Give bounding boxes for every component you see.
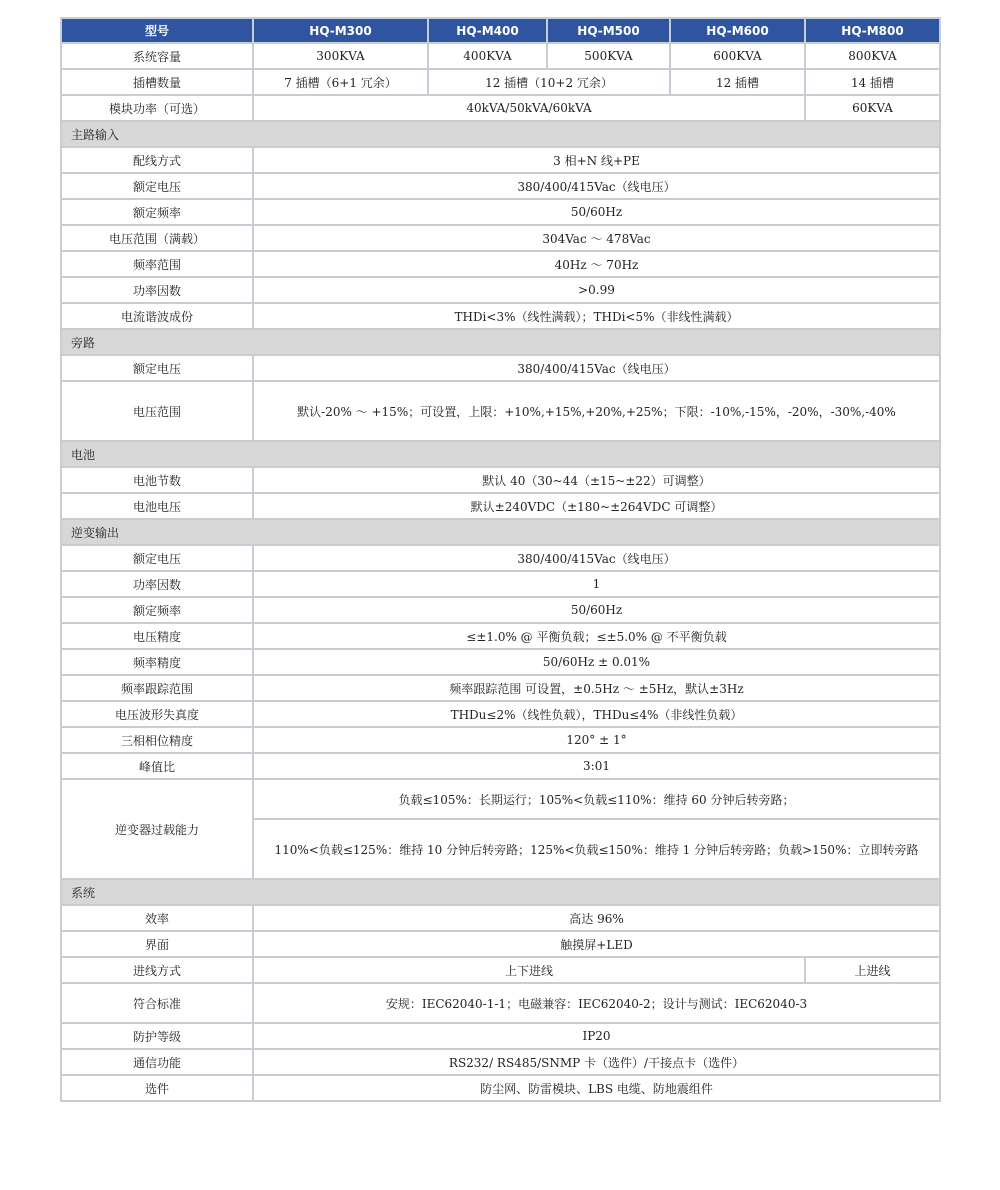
section-title: 电池 bbox=[61, 441, 940, 467]
cell-value: 50/60Hz ± 0.01% bbox=[253, 649, 940, 675]
cell-value: 频率跟踪范围 可设置，±0.5Hz ～ ±5Hz，默认±3Hz bbox=[253, 675, 940, 701]
cell-value: ≤±1.0% @ 平衡负载；≤±5.0% @ 不平衡负载 bbox=[253, 623, 940, 649]
row-label: 界面 bbox=[61, 931, 253, 957]
row-label: 额定频率 bbox=[61, 199, 253, 225]
cell-value: 默认±240VDC（±180~±264VDC 可调整） bbox=[253, 493, 940, 519]
row-label: 选件 bbox=[61, 1075, 253, 1101]
cell-value: 默认 40（30~44（±15~±22）可调整） bbox=[253, 467, 940, 493]
cell-value: 40Hz ～ 70Hz bbox=[253, 251, 940, 277]
row-main-input bbox=[61, 173, 940, 199]
row-inverter bbox=[61, 727, 940, 753]
row-interface bbox=[61, 931, 940, 957]
cell-value: 50/60Hz bbox=[253, 597, 940, 623]
cell-value: 380/400/415Vac（线电压） bbox=[253, 545, 940, 571]
cell-value: 380/400/415Vac（线电压） bbox=[253, 355, 940, 381]
row-label: 频率精度 bbox=[61, 649, 253, 675]
row-label: 电压波形失真度 bbox=[61, 701, 253, 727]
spec-table bbox=[60, 17, 941, 1102]
row-label: 频率范围 bbox=[61, 251, 253, 277]
row-label: 电压范围（满载） bbox=[61, 225, 253, 251]
cell-value: 600KVA bbox=[670, 43, 805, 69]
row-inverter bbox=[61, 675, 940, 701]
row-inverter bbox=[61, 649, 940, 675]
section-system bbox=[61, 879, 940, 905]
row-label: 模块功率（可选） bbox=[61, 95, 253, 121]
section-title: 旁路 bbox=[61, 329, 940, 355]
row-label: 功率因数 bbox=[61, 277, 253, 303]
cell-value: 12 插槽 bbox=[670, 69, 805, 95]
cell-value: 防尘网、防雷模块、LBS 电缆、防地震组件 bbox=[253, 1075, 940, 1101]
row-label: 电压范围 bbox=[61, 381, 253, 441]
cell-value: 上下进线 bbox=[253, 957, 805, 983]
cell-value: 上进线 bbox=[805, 957, 940, 983]
row-label: 峰值比 bbox=[61, 753, 253, 779]
row-efficiency bbox=[61, 905, 940, 931]
row-label: 通信功能 bbox=[61, 1049, 253, 1075]
section-title: 主路输入 bbox=[61, 121, 940, 147]
cell-value: 12 插槽（10+2 冗余） bbox=[428, 69, 670, 95]
row-label: 额定电压 bbox=[61, 545, 253, 571]
row-label: 三相相位精度 bbox=[61, 727, 253, 753]
row-standards bbox=[61, 983, 940, 1023]
cell-value: THDu≤2%（线性负载），THDu≤4%（非线性负载） bbox=[253, 701, 940, 727]
section-main-input bbox=[61, 121, 940, 147]
cell-value: 1 bbox=[253, 571, 940, 597]
row-label: 电压精度 bbox=[61, 623, 253, 649]
row-inverter bbox=[61, 623, 940, 649]
header-m300: HQ-M300 bbox=[253, 18, 428, 43]
row-overload-1 bbox=[61, 779, 940, 819]
cell-value: 安规：IEC62040-1-1；电磁兼容：IEC62040-2；设计与测试：IEC62040-3 bbox=[253, 983, 940, 1023]
row-label: 额定电压 bbox=[61, 173, 253, 199]
row-label: 配线方式 bbox=[61, 147, 253, 173]
row-main-input bbox=[61, 303, 940, 329]
row-inverter bbox=[61, 545, 940, 571]
row-inverter bbox=[61, 597, 940, 623]
row-bypass-range bbox=[61, 381, 940, 441]
row-label: 效率 bbox=[61, 905, 253, 931]
row-battery bbox=[61, 493, 940, 519]
cell-value: THDi<3%（线性满载）；THDi<5%（非线性满载） bbox=[253, 303, 940, 329]
header-model: 型号 bbox=[61, 18, 253, 43]
row-main-input bbox=[61, 199, 940, 225]
row-slots bbox=[61, 69, 940, 95]
cell-value: 304Vac ～ 478Vac bbox=[253, 225, 940, 251]
row-label: 频率跟踪范围 bbox=[61, 675, 253, 701]
header-m400: HQ-M400 bbox=[428, 18, 547, 43]
cell-value: 380/400/415Vac（线电压） bbox=[253, 173, 940, 199]
header-m800: HQ-M800 bbox=[805, 18, 940, 43]
section-battery bbox=[61, 441, 940, 467]
cell-value: 500KVA bbox=[547, 43, 670, 69]
cell-value: 默认-20% ～ +15%；可设置，上限：+10%,+15%,+20%,+25%；下限：-10%,-15%，-20%，-30%,-40% bbox=[253, 381, 940, 441]
cell-value: 高达 96% bbox=[253, 905, 940, 931]
cell-value: 300KVA bbox=[253, 43, 428, 69]
row-label: 插槽数量 bbox=[61, 69, 253, 95]
row-module-power bbox=[61, 95, 940, 121]
cell-value: 60KVA bbox=[805, 95, 940, 121]
row-label: 防护等级 bbox=[61, 1023, 253, 1049]
section-bypass bbox=[61, 329, 940, 355]
row-inverter bbox=[61, 753, 940, 779]
row-options bbox=[61, 1075, 940, 1101]
cell-value: 3 相+N 线+PE bbox=[253, 147, 940, 173]
cell-value: 触摸屏+LED bbox=[253, 931, 940, 957]
cell-value: 800KVA bbox=[805, 43, 940, 69]
cell-value: 负载≤105%：长期运行；105%<负载≤110%：维持 60 分钟后转旁路； bbox=[253, 779, 940, 819]
cell-value: 400KVA bbox=[428, 43, 547, 69]
header-m600: HQ-M600 bbox=[670, 18, 805, 43]
section-title: 系统 bbox=[61, 879, 940, 905]
row-label: 电流谐波成份 bbox=[61, 303, 253, 329]
row-communication bbox=[61, 1049, 940, 1075]
row-main-input bbox=[61, 225, 940, 251]
cell-value: 7 插槽（6+1 冗余） bbox=[253, 69, 428, 95]
cell-value: 50/60Hz bbox=[253, 199, 940, 225]
cell-value: RS232/ RS485/SNMP 卡（选件）/干接点卡（选件） bbox=[253, 1049, 940, 1075]
row-label: 逆变器过载能力 bbox=[61, 779, 253, 879]
row-label: 系统容量 bbox=[61, 43, 253, 69]
row-inverter bbox=[61, 701, 940, 727]
row-capacity bbox=[61, 43, 940, 69]
row-main-input bbox=[61, 147, 940, 173]
cell-value: IP20 bbox=[253, 1023, 940, 1049]
cell-value: >0.99 bbox=[253, 277, 940, 303]
row-label: 电池电压 bbox=[61, 493, 253, 519]
row-bypass-voltage bbox=[61, 355, 940, 381]
row-battery bbox=[61, 467, 940, 493]
header-row bbox=[61, 18, 940, 43]
row-main-input bbox=[61, 277, 940, 303]
row-protection bbox=[61, 1023, 940, 1049]
row-label: 功率因数 bbox=[61, 571, 253, 597]
row-main-input bbox=[61, 251, 940, 277]
row-label: 电池节数 bbox=[61, 467, 253, 493]
section-title: 逆变输出 bbox=[61, 519, 940, 545]
row-inverter bbox=[61, 571, 940, 597]
cell-value: 40kVA/50kVA/60kVA bbox=[253, 95, 805, 121]
row-wiring bbox=[61, 957, 940, 983]
cell-value: 14 插槽 bbox=[805, 69, 940, 95]
cell-value: 110%<负载≤125%：维持 10 分钟后转旁路；125%<负载≤150%：维持 1 分钟后转旁路；负载>150%：立即转旁路 bbox=[253, 819, 940, 879]
row-label: 符合标准 bbox=[61, 983, 253, 1023]
row-label: 额定频率 bbox=[61, 597, 253, 623]
row-label: 进线方式 bbox=[61, 957, 253, 983]
row-label: 额定电压 bbox=[61, 355, 253, 381]
cell-value: 120° ± 1° bbox=[253, 727, 940, 753]
cell-value: 3:01 bbox=[253, 753, 940, 779]
header-m500: HQ-M500 bbox=[547, 18, 670, 43]
section-inverter bbox=[61, 519, 940, 545]
